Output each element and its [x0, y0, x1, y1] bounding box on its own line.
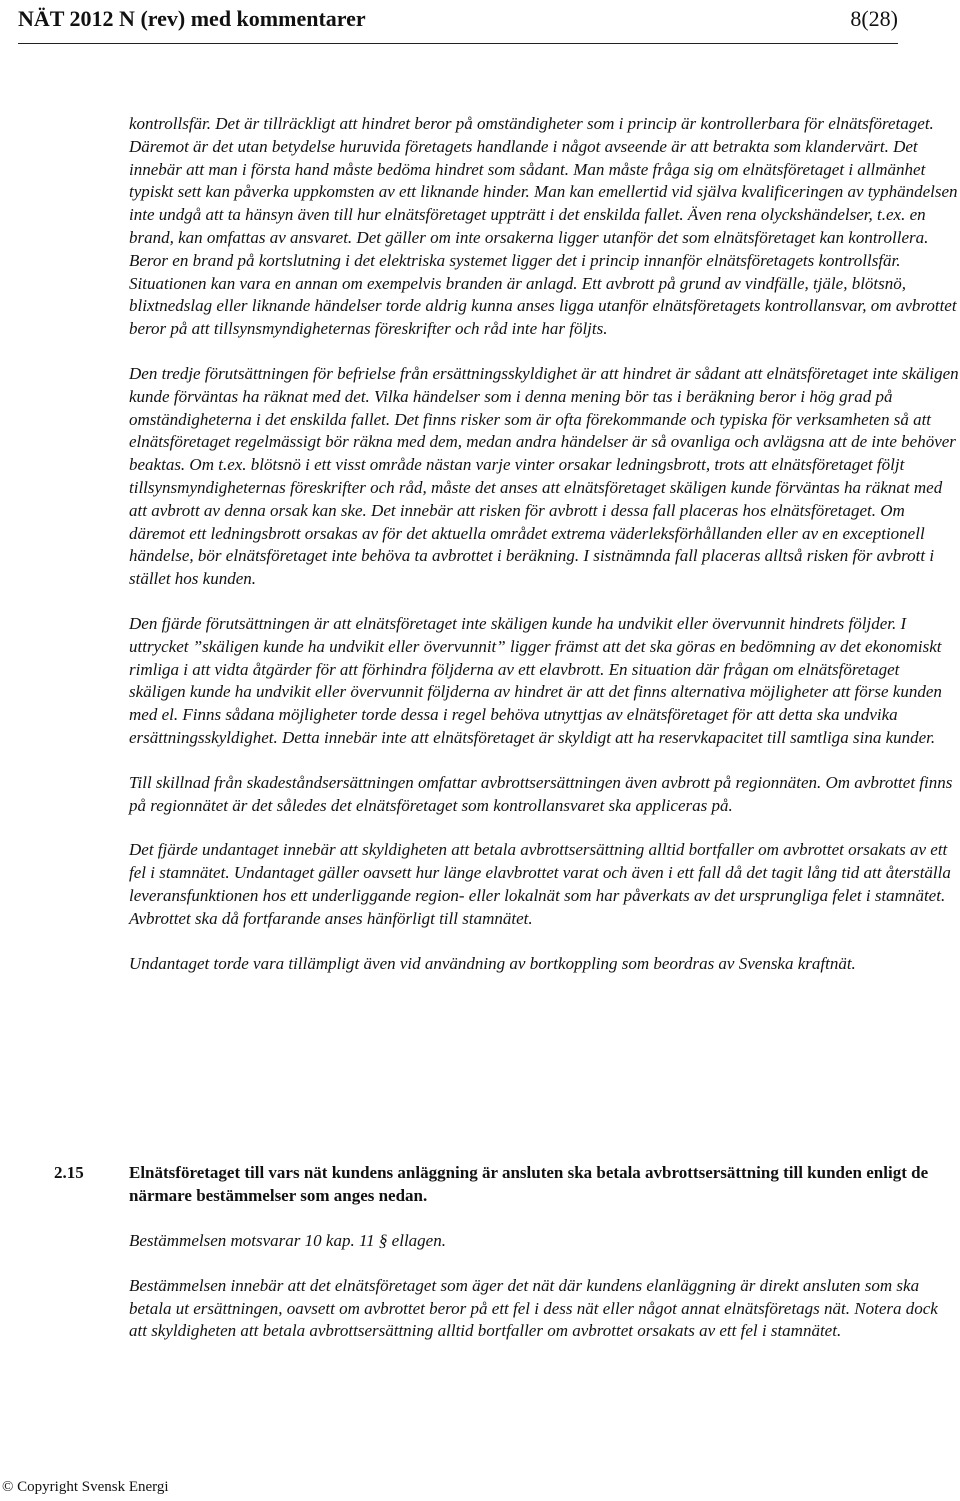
paragraph-disconnection: Undantaget torde vara tillämpligt även vid användning av bortkoppling som beordras av Svenska kraftnät. — [129, 953, 856, 973]
paragraph-regional-networks: Till skillnad från skadeståndsersättningen omfattar avbrottsersättningen även avbrott på regionnäten. Om avbrottet finns på regionnätet är det således det elnätsföretaget som kontrollansvaret ska appliceras på. — [129, 772, 953, 815]
commentary-body — [129, 113, 959, 975]
header-divider — [18, 43, 898, 44]
footer-copyright: © Copyright Svensk Energi — [2, 1479, 169, 1495]
paragraph-meaning: Bestämmelsen innebär att det elnätsföretaget som äger det nät där kundens elanläggning är direkt ansluten som ska betala ut ersättningen, oavsett om avbrottet beror på ett fel i dess nät eller något annat elnätsföretags nät. Notera dock att skyldigheten att betala avbrottsersättning alltid bortfaller om avbrottet orsakats av ett fel i stamnätet. — [129, 1275, 938, 1341]
section-number: 2.15 — [54, 1163, 84, 1182]
document-title: NÄT 2012 N (rev) med kommentarer — [18, 6, 366, 31]
page-header — [18, 6, 898, 46]
paragraph-fourth-exception: Det fjärde undantaget innebär att skyldigheten att betala avbrottsersättning alltid bortfaller om avbrottet orsakats av ett fel i stamnätet. Undantaget gäller oavsett hur länge elavbrottet varat och även i ett fall då det tagit lång tid att återställa leveransfunktionen hos ett underliggande region- eller lokalnät som har påverkats av det ursprungliga felet i stamnätet. Avbrottet ska då fortfarande anses hänförligt till stamnätet. — [129, 840, 951, 928]
paragraph-fourth-condition: Den fjärde förutsättningen är att elnätsföretaget inte skäligen kunde ha undvikit eller övervunnit hindrets följder. I uttrycket ”skäligen kunde ha undvikit eller övervunnit” ligger främst att det ska göras en bedömning av det ekonomiskt rimliga i att vidta åtgärder för att förhindra följderna av ett elavbrott. En situation där frågan om elnätsföretaget skäligen kunde ha undvikit eller övervunnit följderna av hindret är att det finns alternativa möjligheter att förse kunden med el. Finns sådana möjligheter torde dessa i regel behöva utnyttjas av elnätsföretaget för att detta ska undvika ersättningsskyldighet. Detta innebär inte att elnätsföretaget är skyldigt att ha reservkapacitet till samtliga sina kunder. — [129, 613, 942, 747]
section-commentary — [129, 1230, 959, 1343]
section-heading: Elnätsföretaget till vars nät kundens anläggning är ansluten ska betala avbrottsersättning till kunden enligt de närmare bestämmelser som anges nedan. — [129, 1163, 929, 1205]
page-number: 8(28) — [850, 6, 898, 31]
paragraph-control-sphere: kontrollsfär. Det är tillräckligt att hindret beror på omständigheter som i princip är kontrollerbara för elnätsföretaget. Däremot är det utan betydelse huruvida företagets handlande i något avseende är att betrakta som klandervärt. Det innebär att man i första hand måste bedöma hindret som sådant. Man måste fråga sig om elnätsföretaget i allmänhet typiskt sett kan påverka uppkomsten av ett liknande hinder. Man kan emellertid vid själva kvalificeringen av typhändelsen inte undgå att ta hänsyn även till hur elnätsföretaget uppträtt i det enskilda fallet. Även rena olyckshändelser, t.ex. en brand, kan omfattas av ansvaret. Det gäller om inte orsakerna ligger utanför det som elnätsföretaget kan kontrollera. Beror en brand på kortslutning i det elektriska systemet ligger det i princip innanför elnätsföretagets kontrollsfär. Situationen kan vara en annan om exempelvis branden är anlagd. Ett avbrott på grund av vindfälle, tjäle, blötsnö, blixtnedslag eller liknande händelser torde aldrig kunna anses ligga utanför elnätsföretagets kontrollansvar, om avbrottet beror på att tillsynsmyndigheternas föreskrifter och råd inte har följts. — [129, 114, 958, 339]
paragraph-third-condition: Den tredje förutsättningen för befrielse från ersättningsskyldighet är att hindret är sådant att elnätsföretaget inte skäligen kunde förväntas ha räknat med det. Vilka händelser som i denna mening bör tas i beräkning beror i hög grad på omständigheterna i det enskilda fallet. Det finns risker som är ofta förekommande och typiska för verksamheten så att elnätsföretaget regelmässigt bör räkna med dem, medan andra händelser är så ovanliga och avlägsna att de inte behöver beaktas. Om t.ex. blötsnö i ett visst område nästan varje vinter orsakar ledningsbrott, trots att elnätsföretaget följt tillsynsmyndigheternas föreskrifter och råd, måste det anses att elnätsföretaget skäligen kunde förväntas ha räknat med att avbrott av denna orsak kan ske. Det innebär att risken för avbrott i dessa fall placeras hos elnätsföretaget. Om däremot ett ledningsbrott orsakas av för det aktuella området extrema väderleksförhållanden eller av en exceptionell händelse, bör elnätsföretaget inte behöva ta avbrottet i beräkning. I sistnämnda fall placeras alltså risken för avbrott i stället hos kunden. — [129, 363, 959, 589]
paragraph-corresponds-to: Bestämmelsen motsvarar 10 kap. 11 § ellagen. — [129, 1231, 446, 1250]
